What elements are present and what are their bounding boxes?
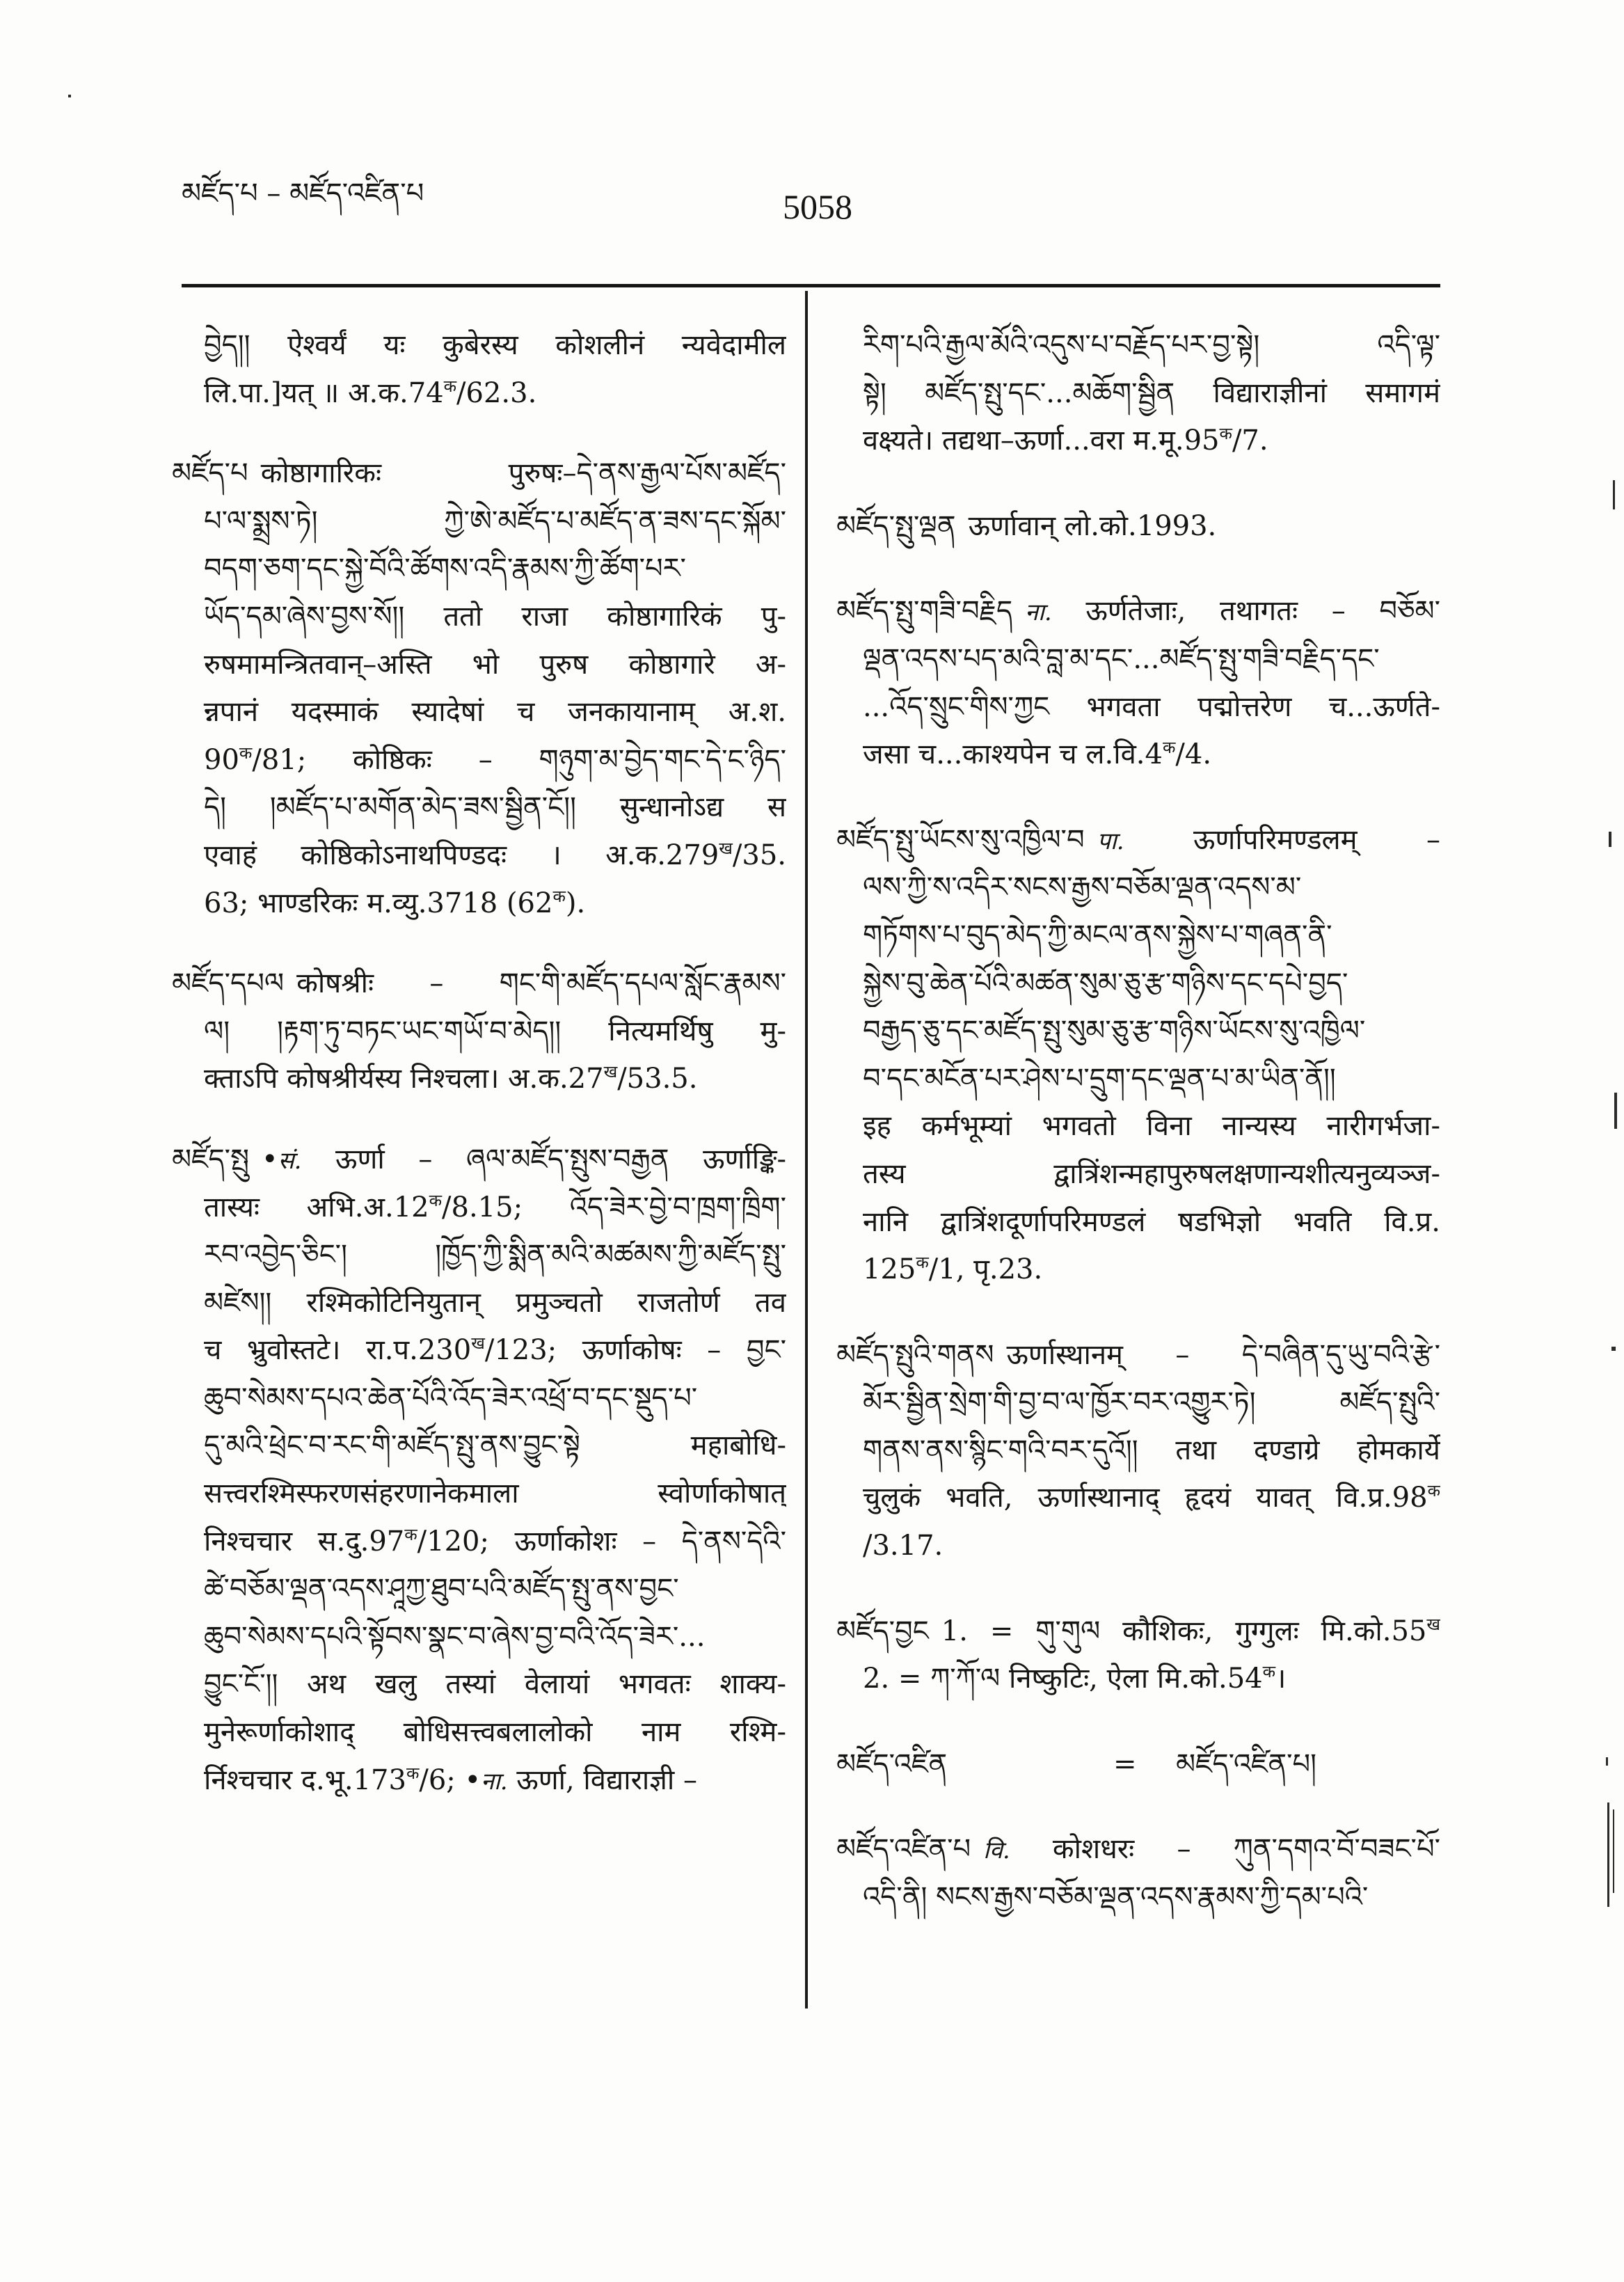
text-segment: तस्य द्वात्रिंशन्महापुरुषलक्षणान्यशीत्यनुव्यञ्ज- [863, 1157, 1440, 1190]
text-segment: གནས་ནས་སྙིང་གའི་བར་དུའོ།། तथा दण्डाग्रे होमकार्ये [863, 1434, 1440, 1466]
text-segment: དུ་མའི་ཕྲེང་བ་རང་གི་མཛོད་སྤུ་ནས་བྱུང་སྟེ महाबोधि- [204, 1429, 786, 1462]
text-segment: བརྒྱད་ཅུ་དང་མཛོད་སྤུ་སུམ་ཅུ་རྩ་གཉིས་ཡོངས་སུ་འཁྱིལ་ [863, 1015, 1366, 1047]
text-line [172, 545, 786, 593]
folio-superscript: क [404, 1524, 417, 1544]
text-segment: སྐྱེས་བུ་ཆེན་པོའི་མཚན་སུམ་ཅུ་རྩ་གཉིས་དང་དཔེ་བྱད་ [863, 967, 1348, 999]
text-line [836, 587, 1440, 635]
text-line [172, 1184, 786, 1232]
text-segment: /3.17. [863, 1530, 944, 1562]
text-segment: ཚེ་བཅོམ་ལྡན་འདས་ཤཱཀྱ་ཐུབ་པའི་མཛོད་སྤུ་ནས་བྱང་ [204, 1573, 679, 1606]
abbreviation-label: पा. [1097, 827, 1124, 855]
folio-superscript: क [1162, 738, 1176, 758]
text-segment: ऊर्णापरिमण्डलम् – [1124, 823, 1440, 856]
folio-superscript: क [406, 1763, 420, 1783]
text-segment: བ་དང་མངོན་པར་ཤེས་པ་དྲུག་དང་ལྡན་པ་མ་ཡིན་ནོ།། [863, 1062, 1336, 1095]
text-segment: /120; ऊर्णाकोशः – དེ་ནས་དེའི་ [417, 1525, 786, 1558]
text-line [172, 1613, 786, 1661]
headword: མཛོད་སྤུའི་གནས [836, 1338, 994, 1371]
text-segment: 63; भाण्डरिकः म.व्यु.3718 (62 [204, 887, 553, 919]
dictionary-entry [836, 502, 1440, 550]
text-segment: མོར་སྦྱིན་སྲེག་གི་བྱ་བ་ལ་ཁྱོར་བར་འགྱུར་ཏེ། མཛོད་སྤུའི་ [863, 1386, 1440, 1419]
text-segment: རིག་པའི་རྒྱལ་མོའི་འདུས་པ་བརྗོད་པར་བྱ་སྟེ། འདི་ལྟ་ [863, 329, 1440, 361]
text-line [836, 1007, 1440, 1055]
text-segment: /8.15; འོད་ཟེར་བྱེ་བ་ཁྲག་ཁྲིག་ [442, 1191, 786, 1223]
text-segment: ऊर्णावान् लो.को.1993. [968, 509, 1217, 542]
text-segment: /62.3. [456, 377, 537, 409]
scan-mark [68, 95, 71, 97]
text-segment: मुनेरूर्णाकोशाद् बोधिसत्त्वबलालोको नाम रश्मि- [204, 1716, 786, 1749]
folio-superscript: क [916, 1253, 929, 1273]
text-segment: जसा च...काश्यपेन च ल.वि.4 [863, 738, 1163, 771]
text-line [172, 498, 786, 546]
text-segment: ཆུབ་སེམས་དཔའི་སྟོབས་སྣང་བ་ཞེས་བྱ་བའི་འོད་ཟེར་... [204, 1620, 706, 1653]
text-segment: /35. [732, 839, 786, 871]
text-line [172, 641, 786, 689]
text-line [836, 1150, 1440, 1198]
headword: མཛོད་སྤུ་གཟི་བརྗིད [836, 595, 1013, 628]
text-segment: བྱེད།། ऐश्वर्यं यः कुबेरस्य कोशलीनं न्यवेदामील [204, 329, 786, 361]
headword: མཛོད་འཛིན [836, 1748, 948, 1780]
text-line [836, 417, 1440, 465]
text-line [172, 1326, 786, 1374]
folio-superscript: क [1262, 1662, 1276, 1682]
text-segment: 125 [863, 1253, 916, 1286]
folio-superscript: ख [603, 1062, 618, 1082]
text-segment: र्निश्चचार द.भू.173 [204, 1764, 406, 1796]
running-head: མཛོད་པ – མཛོད་འཛིན་པ [182, 177, 424, 209]
text-segment: བདག་ཅག་དང་སྐྱེ་བོའི་ཚོགས་འདི་རྣམས་ཀྱི་ཚོག་པར་ [204, 553, 686, 585]
headword: མཛོད་སྤུ་ཡོངས་སུ་འཁྱིལ་བ [836, 823, 1085, 856]
text-segment: ...འོད་སྲུང་གིས་ཀྱང भगवता पद्मोत्तरेण च...ऊर्णते- [863, 690, 1440, 723]
text-line [836, 1198, 1440, 1246]
folio-superscript: क [1427, 1481, 1440, 1501]
text-segment: རབ་འབྱེད་ཅིང་། །ཁྱོད་ཀྱི་སྨིན་མའི་མཚམས་ཀྱི་མཛོད་སྤུ་ [204, 1239, 786, 1271]
text-segment: क्ताऽपि कोषश्रीर्यस्य निश्चला। अ.क.27 [204, 1063, 604, 1095]
text-line [172, 784, 786, 832]
headword: མཛོད་པ [172, 457, 248, 490]
text-segment: सत्त्वरश्मिस्फरणसंहरणानेकमाला स्वोर्णाकोषात् [204, 1477, 786, 1510]
text-line [172, 370, 786, 418]
text-line [172, 1518, 786, 1566]
text-line [836, 1379, 1440, 1427]
text-line [836, 1608, 1440, 1656]
text-segment: ). [565, 887, 586, 919]
text-line [172, 960, 786, 1008]
folio-superscript: ख [719, 838, 733, 858]
text-segment: 90 [204, 743, 239, 776]
scan-mark [1614, 1093, 1617, 1129]
text-segment: न्नपानं यदस्माकं स्यादेषां च जनकायानाम् अ.श. [204, 696, 786, 729]
text-line [836, 1825, 1440, 1873]
text-segment: 1. = གུ་གུལ कौशिकः, गुग्गुलः मि.को.55 [941, 1615, 1427, 1647]
text-line [172, 1422, 786, 1470]
text-segment: एवाहं कोष्ठिकोऽनाथपिण्डदः । अ.क.279 [204, 839, 719, 871]
text-segment: कोशधरः – ཀུན་དགའ་བོ་བཟང་པོ་ [1010, 1833, 1440, 1866]
text-line [172, 1470, 786, 1518]
text-segment: रुषमामन्त्रितवान्–अस्ति भो पुरुष कोष्ठागारे अ- [204, 648, 786, 681]
text-segment: འདི་ནི། སངས་རྒྱས་བཅོམ་ལྡན་འདས་རྣམས་ཀྱི་དམ་པའི་ [863, 1881, 1369, 1914]
text-line [836, 1741, 1440, 1789]
dictionary-entry [172, 1136, 786, 1804]
dictionary-entry [172, 322, 786, 417]
text-segment: ऊर्णा – ཞལ་མཛོད་སྤུས་བརྒྱན ऊर्णाङ्कि- [301, 1143, 786, 1175]
page-number: 5058 [783, 187, 852, 226]
text-line [836, 864, 1440, 912]
scan-mark [1606, 1757, 1608, 1766]
text-line [836, 1655, 1440, 1703]
text-line [836, 1102, 1440, 1150]
text-segment: པ་ལ་སྨྲས་ཏེ། ཀྱེ་ཨེ་མཛོད་པ་མཛོད་ན་ཟས་དང་སྐོམ་ [204, 505, 786, 537]
text-segment: तास्यः अभि.अ.12 [204, 1191, 429, 1223]
text-segment: ལ། །རྟག་ཏུ་བཏང་ཡང་གཡོ་བ་མེད།། नित्यमर्थिषु मु- [204, 1015, 786, 1047]
text-line [172, 1565, 786, 1613]
text-line [172, 688, 786, 736]
equals-sign: = [1113, 1748, 1137, 1780]
text-line [172, 736, 786, 784]
dictionary-entry [172, 450, 786, 927]
text-line [836, 370, 1440, 418]
text-segment: /7. [1232, 425, 1268, 457]
text-segment: नानि द्वात्रिंशदूर्णापरिमण्डलं षडभिज्ञो भवति वि.प्र. [863, 1205, 1440, 1238]
text-segment: वक्ष्यते। तद्यथा–ऊर्णा...वरा म.मू.95 [863, 425, 1220, 457]
cross-reference: མཛོད་འཛིན་པ། [1176, 1748, 1317, 1780]
text-line [836, 731, 1440, 779]
scan-mark [1607, 1802, 1609, 1907]
dictionary-entry [836, 587, 1440, 778]
text-line [172, 322, 786, 370]
dictionary-entry [836, 1331, 1440, 1570]
abbreviation-label: ना. [1025, 599, 1052, 627]
headword: མཛོད་འཛིན་པ [836, 1833, 971, 1866]
folio-superscript: क [552, 886, 566, 906]
text-line [836, 1873, 1440, 1922]
text-segment: निश्चचार स.दु.97 [204, 1525, 405, 1558]
scan-mark [1609, 832, 1611, 847]
text-line [836, 1331, 1440, 1379]
text-segment: བྱུང་ངོ་།། अथ खलु तस्यां वेलायां भगवतः शाक्य- [204, 1668, 786, 1701]
text-line [836, 1474, 1440, 1522]
text-segment: /6; • [419, 1764, 481, 1796]
text-segment: ལས་ཀྱི་ས་འདིར་སངས་རྒྱས་བཅོམ་ལྡན་འདས་མ་ [863, 871, 1302, 904]
text-line [836, 683, 1440, 731]
abbreviation-label: ना. [481, 1767, 508, 1796]
dictionary-entry [836, 322, 1440, 465]
dictionary-entry [172, 960, 786, 1103]
folio-superscript: क [443, 376, 457, 396]
text-line [836, 912, 1440, 960]
folio-superscript: क [239, 743, 253, 763]
text-line [836, 322, 1440, 370]
text-segment: ऊर्णास्थानम् – དེ་བཞིན་དུ་ཡུ་བའི་རྩེ་ [1006, 1338, 1440, 1371]
text-line [172, 450, 786, 498]
text-segment: /123; ऊर्णाकोषः – བྱང་ [484, 1334, 786, 1367]
text-segment: कोष्ठागारिकः पुरुषः–དེ་ནས་རྒྱལ་པོས་མཛོད་ [260, 457, 786, 490]
headword: མཛོད་སྤུ་ལྡན [836, 509, 956, 542]
abbreviation-label: वि. [983, 1837, 1010, 1865]
scan-mark [1611, 1347, 1616, 1351]
abbreviation-label: सं. [278, 1146, 302, 1175]
text-line [836, 1246, 1440, 1294]
folio-superscript: क [429, 1190, 443, 1210]
text-line [172, 593, 786, 641]
text-line [836, 502, 1440, 550]
text-segment: དེ། །མཛོད་པ་མགོན་མེད་ཟས་སྦྱིན་ངོ།། सुन्धानोऽद्य स [204, 791, 786, 824]
text-line [836, 960, 1440, 1008]
text-line [836, 635, 1440, 683]
text-segment: གཏོགས་པ་བུད་མེད་ཀྱི་མངལ་ནས་སྐྱེས་པ་གཞན་ནི་ [863, 919, 1332, 951]
scan-mark [1613, 1809, 1614, 1893]
folio-superscript: क [1219, 424, 1232, 444]
headword: མཛོད་དཔལ [172, 967, 285, 1000]
text-segment: ཡོད་དམ་ཞེས་བྱས་སོ།། ततो राजा कोष्ठागारिकं पु- [204, 600, 786, 633]
text-segment: च भ्रुवोस्तटे। रा.प.230 [204, 1334, 472, 1367]
text-line [172, 832, 786, 880]
text-segment: མཛེས།། रश्मिकोटिनियुतान् प्रमुञ्चतो राजतोर्ण तव [204, 1286, 786, 1319]
left-column [172, 322, 786, 1804]
dictionary-entry [836, 1608, 1440, 1703]
text-line [836, 1427, 1440, 1475]
scan-mark [1613, 480, 1615, 509]
text-line [836, 1522, 1440, 1570]
text-segment: ཆུབ་སེམས་དཔའ་ཆེན་པོའི་འོད་ཟེར་འཕྲོ་བ་དང་སྡུད་པ་ [204, 1381, 698, 1414]
text-line [836, 1055, 1440, 1103]
dictionary-entry [836, 1825, 1440, 1921]
folio-superscript: ख [1426, 1614, 1440, 1634]
text-line [172, 880, 786, 928]
text-segment: । [1275, 1663, 1287, 1695]
text-segment: ऊर्णा, विद्याराज्ञी – [507, 1764, 697, 1796]
text-segment: /53.5. [617, 1063, 698, 1095]
text-line [172, 1055, 786, 1103]
text-segment: ལྡན་འདས་པད་མའི་བླ་མ་དང་...མཛོད་སྤུ་གཟི་བརྗིད་དང་ [863, 642, 1380, 675]
text-line [172, 1279, 786, 1327]
text-line [172, 1709, 786, 1757]
text-segment: • [262, 1143, 278, 1175]
text-segment: चुलुकं भवति, ऊर्णास्थानाद् हृदयं यावत् वि.प्र.98 [863, 1482, 1428, 1514]
column-divider [805, 291, 808, 2008]
text-segment: लि.पा.]यत् ॥ अ.क.74 [204, 377, 444, 409]
text-segment: /1, पृ.23. [928, 1253, 1043, 1286]
text-line [172, 1008, 786, 1056]
text-segment: कोषश्रीः – གང་གི་མཛོད་དཔལ་སློང་རྣམས་ [296, 967, 786, 1000]
text-line [172, 1661, 786, 1709]
text-line [172, 1757, 786, 1805]
text-segment: སྟེ། མཛོད་སྤུ་དང་...མཆོག་སྦྱིན विद्याराज्ञीनां समागमं [863, 377, 1440, 409]
text-segment: इह कर्मभूम्यां भगवतो विना नान्यस्य नारीगर्भजा- [863, 1110, 1440, 1143]
text-segment: ऊर्णतेजाः, तथागतः – བཅོམ་ [1051, 595, 1440, 628]
text-segment: 2. = ཀ་ཀོ་ལ निष्कुटिः, ऐला मि.को.54 [863, 1663, 1263, 1695]
text-segment: /4. [1175, 738, 1212, 771]
text-line [836, 816, 1440, 864]
text-line [172, 1136, 786, 1184]
header-rule [182, 284, 1440, 287]
headword: མཛོད་བྱང [836, 1615, 929, 1647]
text-segment: /81; कोष्ठिकः – གཉུག་མ་བྱེད་གང་དེ་ང་ཉིད་ [252, 743, 786, 776]
text-line [172, 1231, 786, 1279]
text-line [172, 1374, 786, 1423]
right-column [836, 322, 1440, 1922]
dictionary-entry [836, 1741, 1440, 1789]
dictionary-entry [836, 816, 1440, 1294]
headword: མཛོད་སྤུ [172, 1143, 250, 1175]
folio-superscript: ख [471, 1333, 485, 1354]
